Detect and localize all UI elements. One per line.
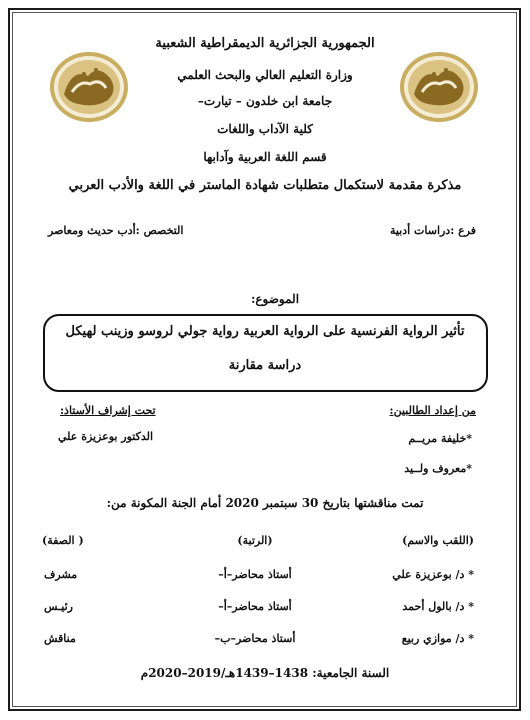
- committee-header-role: ( الصفة): [42, 534, 84, 547]
- committee-role-2: رئيـس: [44, 600, 73, 613]
- committee-rank-1: أستاذ محاضر–أ–: [218, 568, 292, 581]
- university-seal-left-icon: [48, 50, 130, 124]
- faculty-heading: كلية الآداب واللغات: [217, 122, 313, 136]
- supervisor-heading: تحت إشراف الأستاذ:: [60, 404, 156, 417]
- committee-rank-2: أستاذ محاضر–أ–: [218, 600, 292, 613]
- republic-heading: الجمهورية الجزائرية الديمقراطية الشعبية: [155, 36, 375, 51]
- committee-header-name: (اللقب والاسم): [402, 534, 474, 547]
- thesis-title-line1: تأثير الرواية الفرنسية على الرواية العربية رواية جولي لروسو وزينب لهيكل: [65, 324, 465, 339]
- specialty-label: التخصص :أدب حديث ومعاصر: [48, 224, 184, 237]
- branch-label: فرع :دراسات أدبية: [389, 224, 476, 237]
- ministry-heading: وزارة التعليم العالي والبحث العلمي: [177, 68, 353, 82]
- committee-name-2: * د/ بالول أحمد: [402, 600, 474, 613]
- subject-label: الموضوع:: [250, 292, 300, 306]
- committee-rank-3: أستاذ محاضر–ب–: [214, 632, 296, 645]
- students-heading: من إعداد الطالبين:: [389, 404, 476, 417]
- committee-role-1: مشرف: [44, 568, 78, 581]
- university-heading: جامعة ابن خلدون – تيارت–: [197, 94, 333, 108]
- committee-role-3: مناقش: [44, 632, 76, 645]
- academic-year: السنة الجامعية: 1438–1439هـ/2019–2020م: [140, 666, 390, 680]
- committee-name-1: * د/ بوعزيزة علي: [392, 568, 474, 581]
- defense-statement: تمت مناقشتها بتاريخ 30 سبتمبر 2020 أمام الجنة المكونة من:: [106, 496, 424, 510]
- committee-header-rank: (الرتبة): [237, 534, 273, 547]
- thesis-title-line2: دراسة مقارنة: [228, 358, 302, 373]
- committee-name-3: * د/ موازي ربيع: [401, 632, 474, 645]
- student-name-1: *خليفة مريــم: [408, 432, 472, 445]
- supervisor-name: الدكتور بوعزيزة علي: [58, 430, 154, 443]
- memo-title: مذكرة مقدمة لاستكمال متطلبات شهادة الماستر في اللغة والأدب العربي: [68, 178, 462, 193]
- student-name-2: *معروف ولــيد: [404, 462, 472, 475]
- university-seal-right-icon: [398, 50, 480, 124]
- department-heading: قسم اللغة العربية وآدابها: [203, 150, 327, 164]
